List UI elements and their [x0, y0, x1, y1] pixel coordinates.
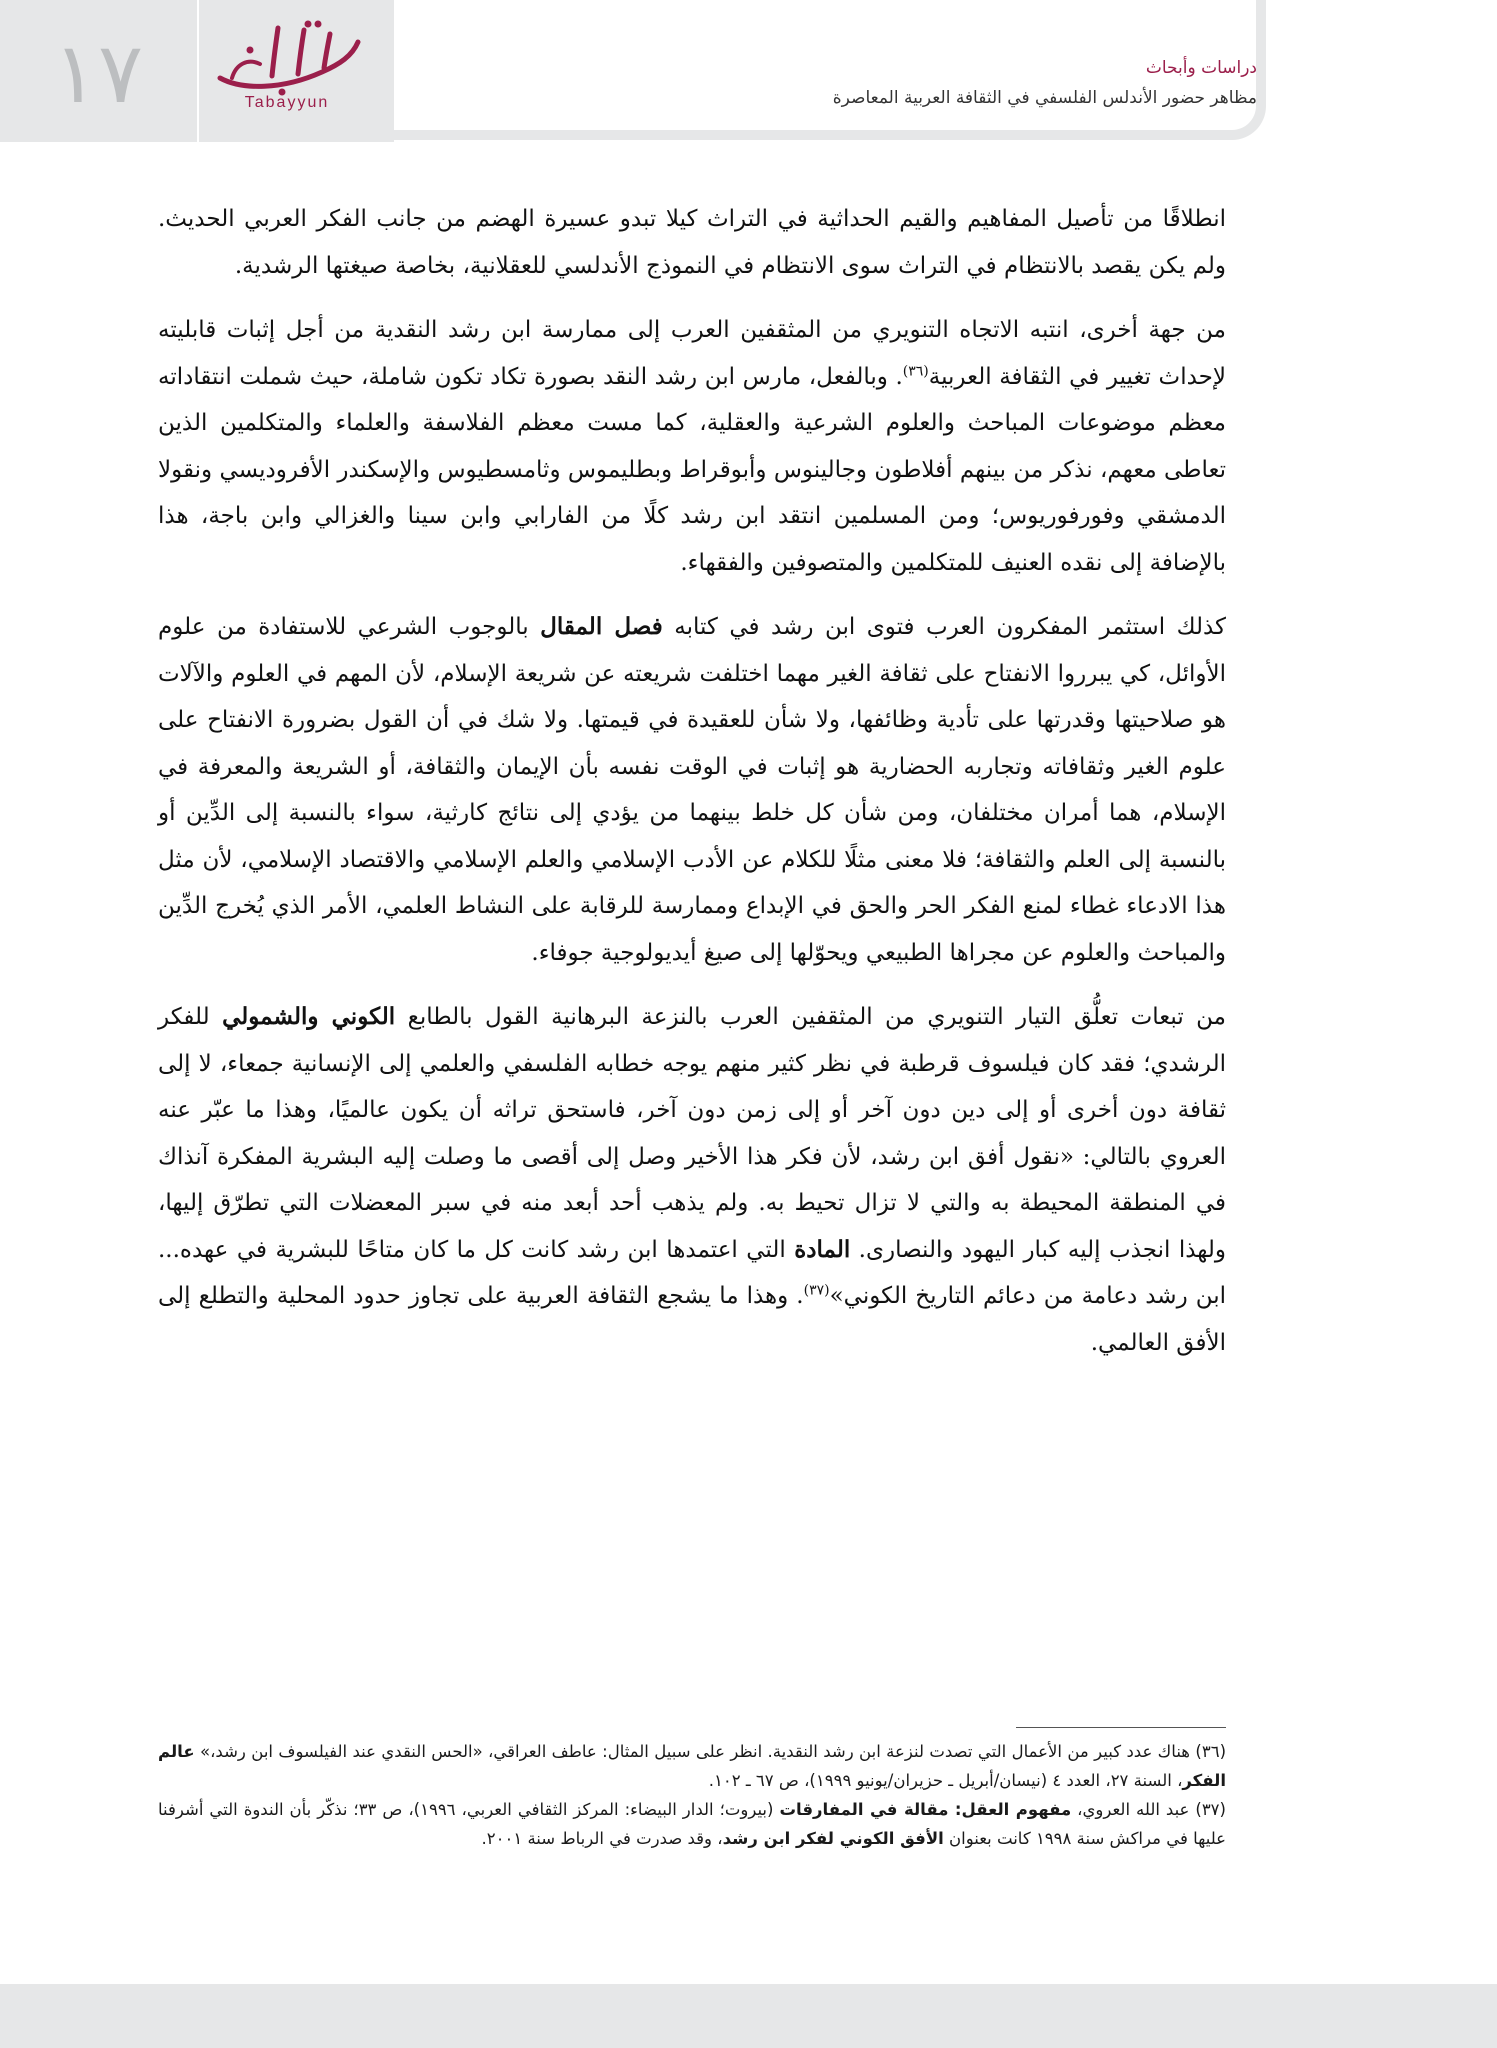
footnote-37-text-b: (بيروت؛ الدار البيضاء: المركز الثقافي العربي، ١٩٩٦)، ص ٣٣؛ نذكّر بأن الندوة التي أشرفنا عليها في مراكش سنة ١٩٩٨ كانت بعنوان — [158, 1800, 1226, 1848]
page-header — [0, 0, 1497, 142]
footnote-36-text-a: (٣٦) هناك عدد كبير من الأعمال التي تصدت لنزعة ابن رشد النقدية. انظر على سبيل المثال: عاطف العراقي، «الحس النقدي عند الفيلسوف ابن رشد،» — [194, 1742, 1226, 1761]
page-number: ١٧ — [52, 24, 144, 122]
footnotes — [158, 1737, 1226, 1853]
paragraph-2 — [158, 307, 1226, 586]
logo-calligraphy-icon — [212, 20, 362, 98]
article-body — [158, 196, 1226, 1384]
paragraph-3 — [158, 604, 1226, 976]
paragraph-1 — [158, 196, 1226, 289]
footnote-37-book-title: مفهوم العقل: مقالة في المفارقات — [779, 1800, 1072, 1819]
paragraph-1-text: انطلاقًا من تأصيل المفاهيم والقيم الحداثية في التراث كيلا تبدو عسيرة الهضم من جانب الفكر العربي الحديث. ولم يكن يقصد بالانتظام في التراث سوى الانتظام في النموذج الأندلسي للعقلانية، بخاصة صيغتها الرشدية. — [158, 206, 1226, 279]
paragraph-4 — [158, 994, 1226, 1366]
footnote-37 — [158, 1795, 1226, 1853]
footnote-37-text-c: ، وقد صدرت في الرباط سنة ٢٠٠١. — [481, 1829, 723, 1848]
section-label: دراسات وأبحاث — [1145, 58, 1257, 78]
journal-logo — [212, 20, 392, 130]
paragraph-4-text-c: التي اعتمدها ابن رشد كانت كل ما كان متاحًا للبشرية في عهده... ابن رشد دعامة من دعائم التاريخ الكوني» — [158, 1236, 1226, 1309]
emphasis-universal: الكوني والشمولي — [222, 1003, 396, 1030]
header-frame — [394, 0, 1266, 140]
footnote-ref-36[interactable]: (٣٦) — [902, 362, 929, 379]
book-title-fasl-al-maqal: فصل المقال — [540, 613, 663, 640]
footnote-36-journal-title: عالم الفكر — [158, 1742, 1226, 1790]
logo-panel — [0, 0, 394, 142]
footnote-36-text-b: ، السنة ٢٧، العدد ٤ (نيسان/أبريل ـ حزيران/يونيو ١٩٩٩)، ص ٦٧ ـ ١٠٢. — [708, 1771, 1183, 1790]
paragraph-4-text-b: للفكر الرشدي؛ فقد كان فيلسوف قرطبة في نظر كثير منهم يوجه خطابه الفلسفي والعلمي إلى الإنسانية جمعاء، لا إلى ثقافة دون أخرى أو إلى دين دون آخر أو إلى زمن دون آخر، فاستحق تراثه أن يكون عالميًا، وهذا ما عبّر عنه العروي بالتالي: «نقول أفق ابن رشد، لأن فكر هذا الأخير وصل إلى أقصى ما وصلت إليه البشرية المفكرة آنذاك في المنطقة المحيطة به والتي لا تزال تحيط به. ولم يذهب أحد أبعد منه في سبر المعضلات التي تطرّق إليها، ولهذا انجذب إليه كبار اليهود والنصارى. — [158, 1004, 1226, 1263]
paragraph-3-text-b: بالوجوب الشرعي للاستفادة من علوم الأوائل، كي يبرروا الانفتاح على ثقافة الغير مهما اختلفت شريعته عن شريعة الإسلام، لأن المهم في العلوم والآلات هو صلاحيتها وقدرتها على تأدية وظائفها، ولا شأن للعقيدة في قيمتها. ولا شك في أن القول بضرورة الانفتاح على علوم الغير وثقافاته وتجاربه الحضارية هو إثبات في الوقت نفسه بأن الإيمان والثقافة، أو الشريعة والمعرفة في الإسلام، هما أمران مختلفان، ومن شأن كل خلط بينهما من يؤدي إلى نتائج كارثية، سواء بالنسبة إلى الدِّين أو بالنسبة إلى العلم والثقافة؛ فلا معنى مثلًا للكلام عن الأدب الإسلامي والعلم الإسلامي والاقتصاد الإسلامي، لأن مثل هذا الادعاء غطاء لمنع الفكر الحر والحق في الإبداع وممارسة للرقابة على النشاط العلمي، الأمر الذي يُخرج الدِّين والمباحث والعلوم عن مجراها الطبيعي ويحوّلها إلى صيغ أيديولوجية جوفاء. — [158, 614, 1226, 966]
footnote-37-symposium-title: الأفق الكوني لفكر ابن رشد — [722, 1829, 944, 1848]
paragraph-2-text-a: من جهة أخرى، انتبه الاتجاه التنويري من المثقفين العرب إلى ممارسة ابن رشد النقدية من أجل إثبات قابليته لإحداث تغيير في الثقافة العربية — [158, 317, 1227, 390]
paragraph-2-text-b: . وبالفعل، مارس ابن رشد النقد بصورة تكاد تكون شاملة، حيث شملت انتقاداته معظم موضوعات المباحث والعلوم الشرعية والعقلية، كما مست معظم الفلاسفة والعلماء والمتكلمين الذين تعاطى معهم، نذكر من بينهم أفلاطون وجالينوس وأبوقراط وبطليموس وثامسطيوس والإسكندر الأفروديسي ونقولا الدمشقي وفورفوريوس؛ ومن المسلمين انتقد ابن رشد كلًا من الفارابي وابن سينا والغزالي وابن باجة، هذا بالإضافة إلى نقده العنيف للمتكلمين والمتصوفين والفقهاء. — [158, 363, 1226, 576]
running-title: مظاهر حضور الأندلس الفلسفي في الثقافة العربية المعاصرة — [832, 88, 1257, 108]
footnote-ref-37[interactable]: (٣٧) — [803, 1282, 830, 1299]
logo-divider — [197, 0, 199, 142]
paragraph-3-text-a: كذلك استثمر المفكرون العرب فتوى ابن رشد في كتابه — [662, 614, 1226, 640]
emphasis-material: المادة — [794, 1235, 851, 1263]
paragraph-4-text-a: من تبعات تعلُّق التيار التنويري من المثقفين العرب بالنزعة البرهانية القول بالطابع — [395, 1004, 1226, 1030]
footer-band — [0, 1984, 1497, 2048]
logo-wordmark: Tabayyun — [244, 94, 330, 111]
paragraph-4-text-d: . وهذا ما يشجع الثقافة العربية على تجاوز حدود المحلية والتطلع إلى الأفق العالمي. — [158, 1283, 1226, 1356]
footnote-divider — [1016, 1727, 1226, 1728]
footnote-37-text-a: (٣٧) عبد الله العروي، — [1071, 1800, 1226, 1819]
footnote-36 — [158, 1737, 1226, 1795]
